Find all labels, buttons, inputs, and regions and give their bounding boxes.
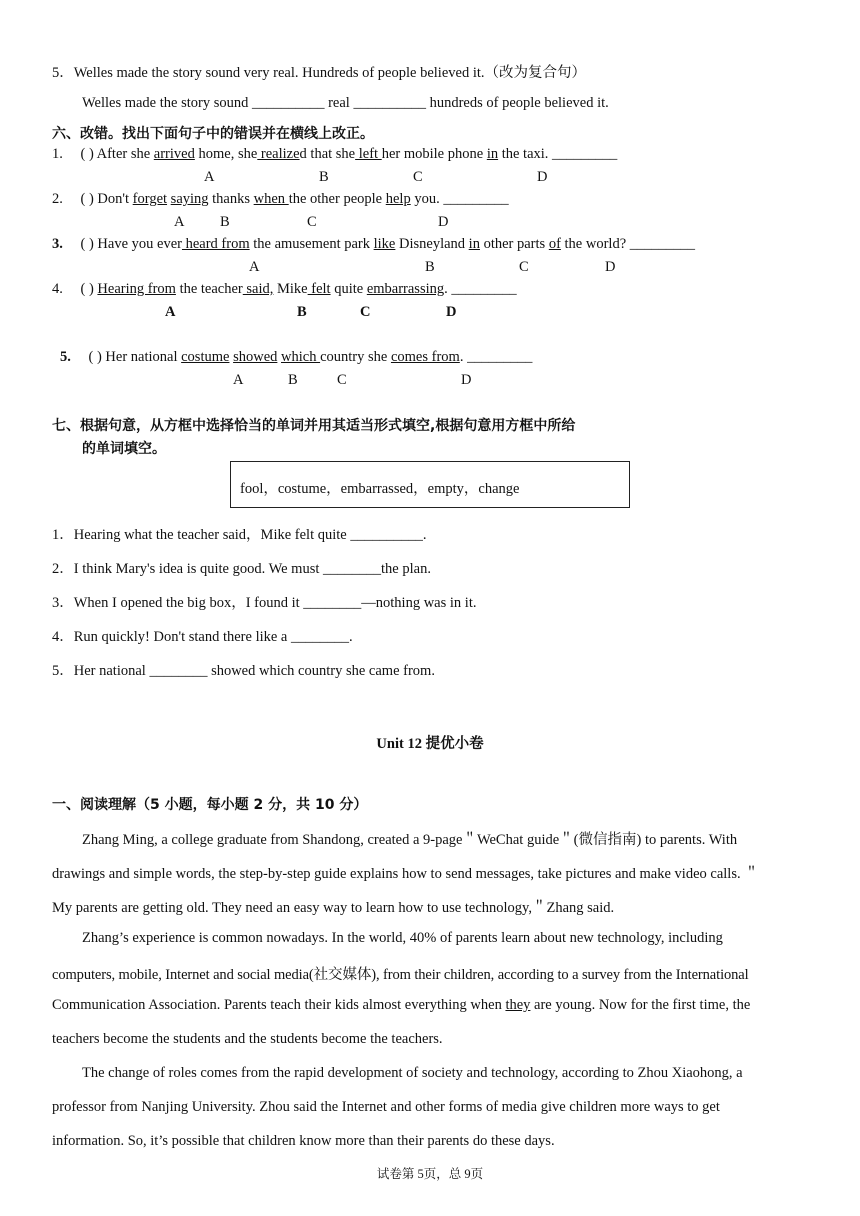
item-number: 4. xyxy=(52,281,63,297)
letter-a: A xyxy=(174,214,185,230)
text: d that she xyxy=(299,146,356,162)
option-a: arrived xyxy=(153,146,195,162)
text: Communication Association. Parents teach their kids almost everything when xyxy=(52,997,506,1013)
reading-heading: 一、阅读理解（5 小题，每小题 2 分，共 10 分） xyxy=(52,797,368,813)
text: quite xyxy=(330,281,367,297)
section-6-heading: 六、改错。找出下面句子中的错误并在横线上改正。 xyxy=(52,126,374,142)
option-c: when xyxy=(253,191,289,207)
item-number: 3. xyxy=(52,236,63,252)
letter-c: C xyxy=(519,259,529,275)
passage-line-5: computers, mobile, Internet and social media(社交媒体), from their children, according to a survey from the International xyxy=(52,967,749,983)
letter-c: C xyxy=(360,304,371,320)
text: the other people xyxy=(288,191,386,207)
text: Disneyland xyxy=(395,236,469,252)
text: the world? _________ xyxy=(560,236,696,252)
question-5-answer-line: Welles made the story sound __________ real __________ hundreds of people believed it. xyxy=(82,95,609,111)
text: her mobile phone xyxy=(381,146,487,162)
passage-line-9: professor from Nanjing University. Zhou said the Internet and other forms of media give children more ways to get xyxy=(52,1099,720,1115)
letter-b: B xyxy=(297,304,307,320)
page-footer: 试卷第 5页，总 9页 xyxy=(376,1167,484,1181)
letter-a: A xyxy=(233,372,244,388)
question-5-prompt: 5．Welles made the story sound very real. Hundreds of people believed it.（改为复合句） xyxy=(52,65,586,81)
error-item-4 xyxy=(52,281,517,298)
item-number: 5. xyxy=(60,349,71,365)
option-b: like xyxy=(373,236,396,252)
option-a: costume xyxy=(181,349,230,365)
letter-d: D xyxy=(537,169,548,185)
passage-line-8: The change of roles comes from the rapid development of society and technology, according to Zhou Xiaohong, a xyxy=(82,1065,743,1081)
option-c: left xyxy=(355,146,382,162)
text: After she xyxy=(96,146,154,162)
fill-item-1: 1．Hearing what the teacher said，Mike felt quite __________. xyxy=(52,527,427,543)
passage-line-4: Zhang’s experience is common nowadays. In the world, 40% of parents learn about new technology, including xyxy=(82,930,723,946)
letter-c: C xyxy=(413,169,423,185)
option-d: embarrassing xyxy=(366,281,445,297)
letter-b: B xyxy=(319,169,329,185)
letter-c: C xyxy=(307,214,317,230)
passage-line-2: drawings and simple words, the step-by-step guide explains how to send messages, take pictures and make video calls. ＂ xyxy=(52,866,759,882)
fill-item-4: 4．Run quickly! Don't stand there like a ________. xyxy=(52,629,353,645)
letter-b: B xyxy=(288,372,298,388)
option-b: said, xyxy=(242,281,274,297)
answer-paren: ( ) xyxy=(80,281,94,297)
word-box-words: fool，costume，embarrassed，empty，change xyxy=(240,481,520,497)
passage-line-10: information. So, it’s possible that children know more than their parents do these days. xyxy=(52,1133,555,1149)
text: country she xyxy=(320,349,391,365)
fill-item-2: 2．I think Mary's idea is quite good. We must ________the plan. xyxy=(52,561,431,577)
unit-title: Unit 12 提优小卷 xyxy=(376,736,484,752)
error-item-1 xyxy=(52,146,617,163)
text: Don't xyxy=(97,191,133,207)
letter-d: D xyxy=(438,214,449,230)
section-7-heading-cont: 的单词填空。 xyxy=(82,441,166,457)
letter-b: B xyxy=(220,214,230,230)
letter-d: D xyxy=(461,372,472,388)
error-item-3 xyxy=(52,236,695,253)
option-d: comes from xyxy=(390,349,460,365)
option-b: showed xyxy=(233,349,278,365)
text: other parts xyxy=(479,236,549,252)
option-b: realize xyxy=(257,146,300,162)
letter-d: D xyxy=(446,304,457,320)
text: Her national xyxy=(105,349,182,365)
text: thanks xyxy=(208,191,254,207)
text: you. _________ xyxy=(410,191,509,207)
item-number: 1. xyxy=(52,146,63,162)
option-c: felt xyxy=(307,281,331,297)
option-a: Hearing from xyxy=(97,281,176,297)
letter-a: A xyxy=(249,259,260,275)
text: home, she xyxy=(194,146,258,162)
option-c: in xyxy=(468,236,480,252)
text: the taxi. _________ xyxy=(498,146,618,162)
letter-c: C xyxy=(337,372,347,388)
letter-d: D xyxy=(605,259,616,275)
text: Mike xyxy=(273,281,308,297)
option-b: saying xyxy=(170,191,209,207)
error-item-2 xyxy=(52,191,509,208)
text: . _________ xyxy=(444,281,517,297)
fill-item-5: 5．Her national ________ showed which country she came from. xyxy=(52,663,435,679)
option-a: forget xyxy=(132,191,168,207)
passage-line-3: My parents are getting old. They need an easy way to learn how to use technology,＂Zhang said. xyxy=(52,900,615,916)
item-number: 2. xyxy=(52,191,63,207)
answer-paren: ( ) xyxy=(80,191,94,207)
option-d: help xyxy=(385,191,411,207)
option-c: which xyxy=(281,349,321,365)
answer-paren: ( ) xyxy=(80,146,94,162)
fill-item-3: 3．When I opened the big box，I found it ________—nothing was in it. xyxy=(52,595,477,611)
passage-line-1: Zhang Ming, a college graduate from Shandong, created a 9-page＂WeChat guide＂(微信指南) to parents. With xyxy=(82,832,738,848)
text: are young. Now for the first time, the xyxy=(530,997,751,1013)
text: Have you ever xyxy=(97,236,182,252)
section-7-heading: 七、根据句意，从方框中选择恰当的单词并用其适当形式填空,根据句意用方框中所给 xyxy=(52,418,576,434)
option-a: heard from xyxy=(181,236,250,252)
word-box xyxy=(230,461,630,508)
text: . _________ xyxy=(459,349,533,365)
answer-paren: ( ) xyxy=(88,349,102,365)
underlined-word: they xyxy=(505,997,531,1013)
letter-a: A xyxy=(165,304,176,320)
option-d: of xyxy=(548,236,561,252)
error-item-5 xyxy=(60,349,532,366)
text: the teacher xyxy=(175,281,243,297)
letter-a: A xyxy=(204,169,215,185)
answer-paren: ( ) xyxy=(80,236,94,252)
letter-b: B xyxy=(425,259,435,275)
passage-line-7: teachers become the students and the students become the teachers. xyxy=(52,1031,443,1047)
passage-line-6 xyxy=(52,997,750,1014)
option-d: in xyxy=(486,146,499,162)
text: the amusement park xyxy=(249,236,374,252)
